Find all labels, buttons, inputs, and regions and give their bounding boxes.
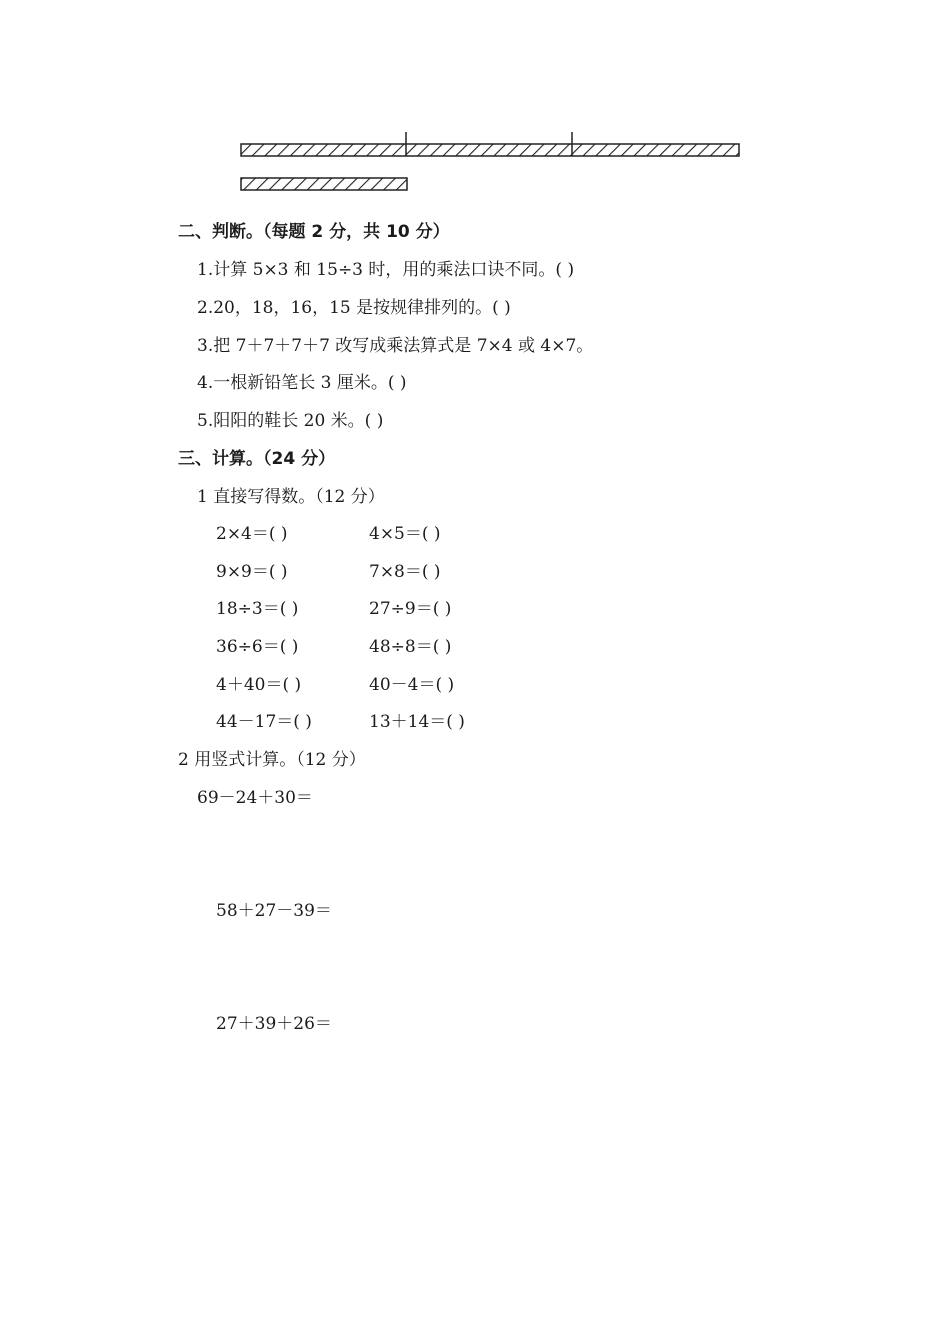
oral-problem: 13＋14＝( ) <box>369 712 465 732</box>
part2-title: 2 用竖式计算。（12 分） <box>178 750 366 770</box>
judge-item-1: 1.计算 5×3 和 15÷3 时，用的乘法口诀不同。( ) <box>197 260 575 280</box>
oral-problem: 7×8＝( ) <box>369 562 441 582</box>
oral-problem: 2×4＝( ) <box>216 524 288 544</box>
section3-heading: 三、计算。（24 分） <box>178 449 336 469</box>
oral-problem: 4＋40＝( ) <box>216 675 302 695</box>
bar-diagram <box>0 0 950 200</box>
vertical-problem-3: 27＋39＋26＝ <box>216 1014 332 1034</box>
oral-problem: 48÷8＝( ) <box>369 637 452 657</box>
vertical-problem-1: 69－24＋30＝ <box>197 788 313 808</box>
oral-problem: 18÷3＝( ) <box>216 599 299 619</box>
oral-problem: 40－4＝( ) <box>369 675 455 695</box>
judge-item-3: 3.把 7＋7＋7＋7 改写成乘法算式是 7×4 或 4×7。 <box>197 336 594 356</box>
oral-problem: 27÷9＝( ) <box>369 599 452 619</box>
judge-item-4: 4.一根新铅笔长 3 厘米。( ) <box>197 373 407 393</box>
vertical-problem-2: 58＋27－39＝ <box>216 901 332 921</box>
oral-problem: 36÷6＝( ) <box>216 637 299 657</box>
oral-problem: 9×9＝( ) <box>216 562 288 582</box>
judge-item-5: 5.阳阳的鞋长 20 米。( ) <box>197 411 384 431</box>
judge-item-2: 2.20，18，16，15 是按规律排列的。( ) <box>197 298 511 318</box>
long-bar <box>241 132 739 156</box>
oral-problem: 4×5＝( ) <box>369 524 441 544</box>
part1-title: 1 直接写得数。（12 分） <box>197 487 385 507</box>
short-bar <box>241 178 407 190</box>
oral-problem: 44－17＝( ) <box>216 712 312 732</box>
section2-heading: 二、判断。（每题 2 分，共 10 分） <box>178 222 450 242</box>
